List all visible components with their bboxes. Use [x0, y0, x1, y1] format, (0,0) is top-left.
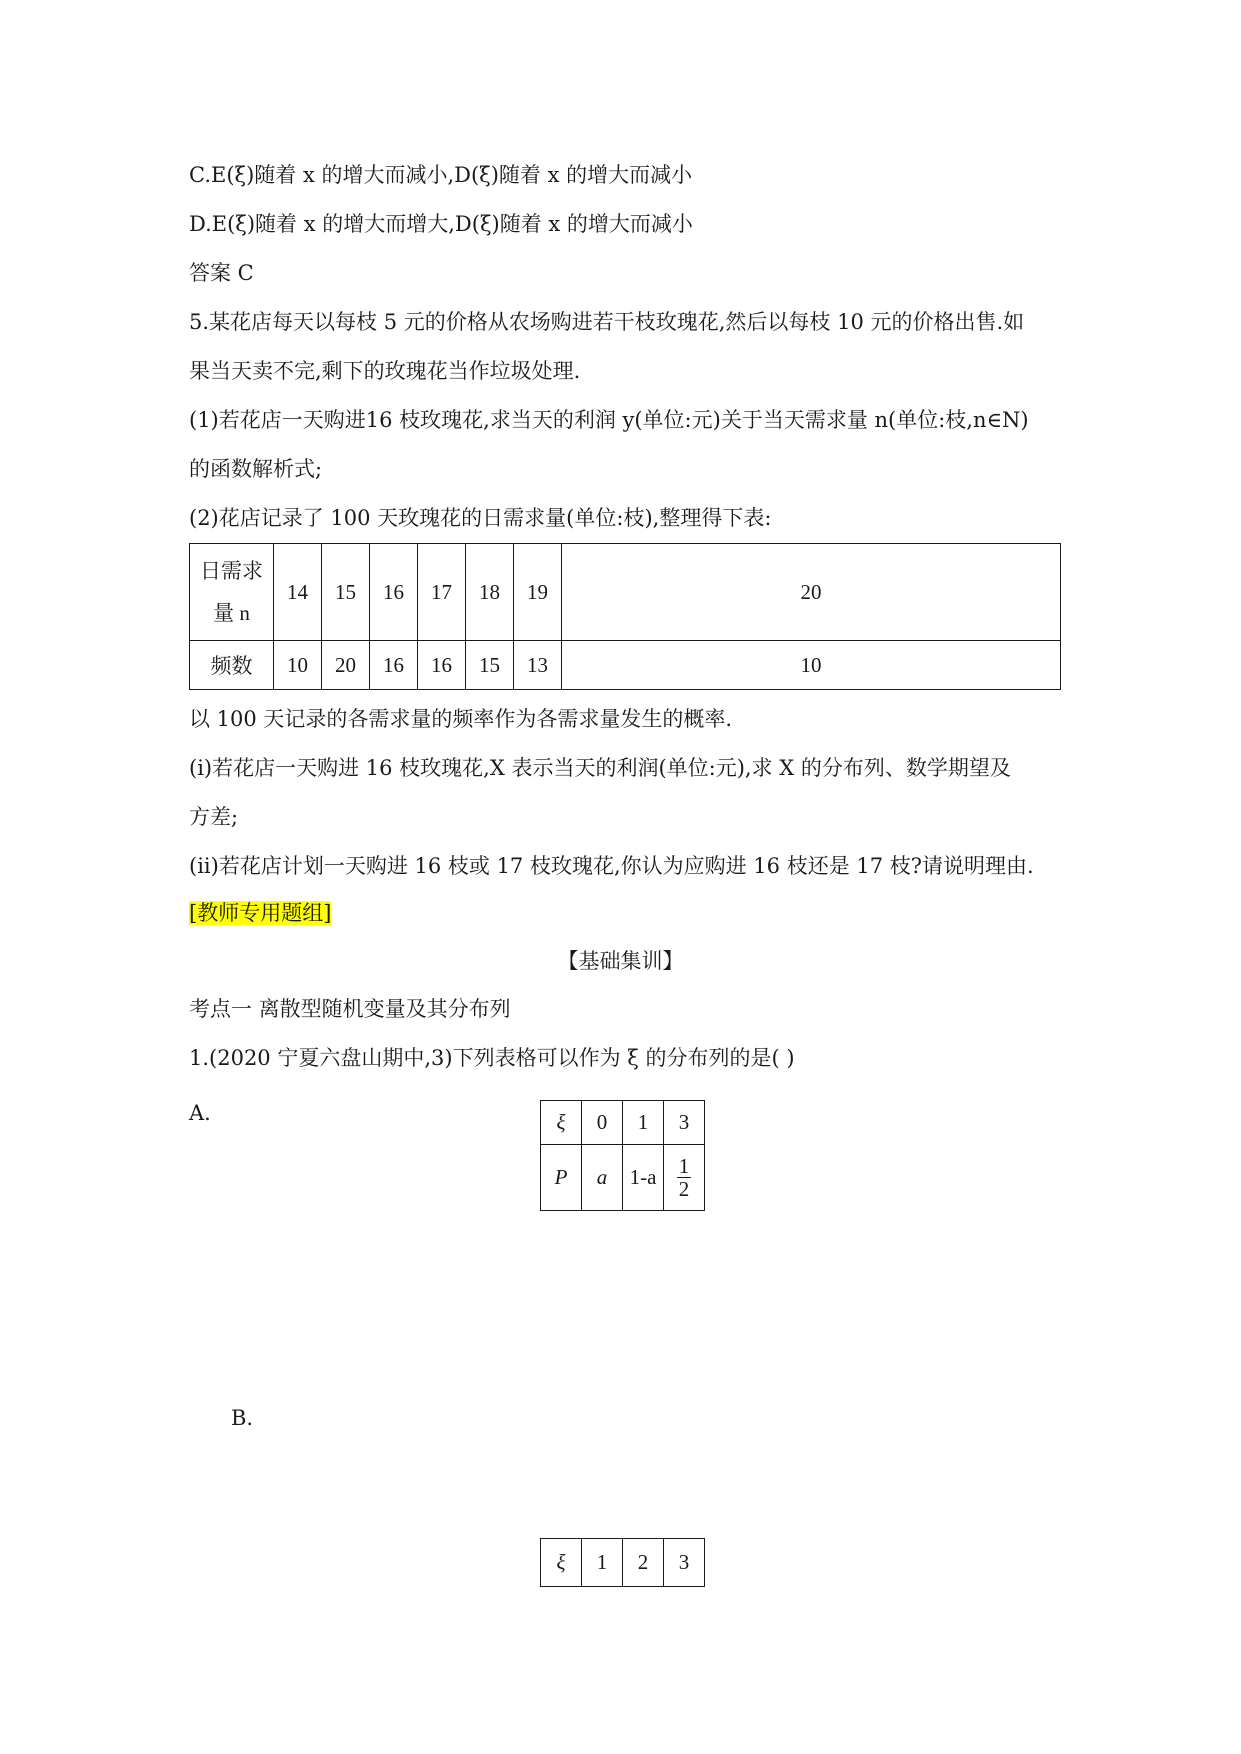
p-header: P	[541, 1145, 582, 1211]
freq-cell: 13	[514, 641, 562, 690]
demand-header-cell	[190, 544, 274, 641]
option-c: C.E(ξ)随着 x 的增大而减小,D(ξ)随着 x 的增大而减小	[189, 163, 693, 187]
xi-value: 2	[623, 1539, 664, 1587]
demand-cell: 20	[562, 544, 1061, 641]
question-5-part-ii: (ii)若花店计划一天购进 16 枝或 17 枝玫瑰花,你认为应购进 16 枝还是 17 枝?请说明理由.	[189, 854, 1034, 878]
demand-header-label-2: 量 n	[213, 601, 250, 625]
xi-value: 1	[582, 1539, 623, 1587]
demand-table	[189, 543, 1061, 690]
question-5-part-i-line-1: (i)若花店一天购进 16 枝玫瑰花,X 表示当天的利润(单位:元),求 X 的分布列、数学期望及	[189, 756, 1011, 780]
freq-cell: 15	[466, 641, 514, 690]
freq-cell: 16	[370, 641, 418, 690]
answer-line: 答案 C	[189, 261, 254, 285]
fraction-numerator: 1	[678, 1154, 690, 1178]
xi-value: 3	[664, 1539, 705, 1587]
demand-cell: 17	[418, 544, 466, 641]
p-value-fraction	[664, 1145, 705, 1211]
freq-cell: 10	[274, 641, 322, 690]
teacher-group-highlight: [教师专用题组]	[189, 901, 332, 925]
p-value: a	[582, 1145, 623, 1211]
question-5-part-2: (2)花店记录了 100 天玫瑰花的日需求量(单位:枝),整理得下表:	[189, 506, 772, 530]
demand-cell: 19	[514, 544, 562, 641]
fraction	[677, 1155, 692, 1200]
xi-value: 0	[582, 1101, 623, 1145]
table-option-a	[540, 1100, 705, 1211]
demand-cell: 14	[274, 544, 322, 641]
demand-cell: 15	[322, 544, 370, 641]
question-5-line-1: 5.某花店每天以每枝 5 元的价格从农场购进若干枝玫瑰花,然后以每枝 10 元的价格出售.如	[189, 310, 1025, 334]
question-1: 1.(2020 宁夏六盘山期中,3)下列表格可以作为 ξ 的分布列的是( )	[189, 1046, 795, 1070]
freq-cell: 16	[418, 641, 466, 690]
table-option-b	[540, 1538, 705, 1587]
question-5-part-i-line-2: 方差;	[189, 805, 239, 829]
teacher-group-label	[189, 898, 331, 928]
freq-cell: 20	[322, 641, 370, 690]
kaodian-heading: 考点一 离散型随机变量及其分布列	[189, 997, 511, 1021]
demand-header-label-1: 日需求	[200, 559, 263, 583]
question-5-part-1-line-1: (1)若花店一天购进16 枝玫瑰花,求当天的利润 y(单位:元)关于当天需求量 n(单位:枝,n∈N)	[189, 408, 1029, 432]
p-value: 1-a	[623, 1145, 664, 1211]
demand-cell: 18	[466, 544, 514, 641]
freq-header-cell: 频数	[190, 641, 274, 690]
xi-header: ξ	[541, 1539, 582, 1587]
option-a-label: A.	[189, 1101, 211, 1125]
freq-cell: 10	[562, 641, 1061, 690]
demand-cell: 16	[370, 544, 418, 641]
section-title: 【基础集训】	[557, 949, 684, 973]
question-5-part-1-line-2: 的函数解析式;	[189, 457, 323, 481]
xi-value: 1	[623, 1101, 664, 1145]
question-5-after-table: 以 100 天记录的各需求量的频率作为各需求量发生的概率.	[189, 707, 733, 731]
fraction-denominator: 2	[678, 1177, 690, 1201]
option-d: D.E(ξ)随着 x 的增大而增大,D(ξ)随着 x 的增大而减小	[189, 212, 693, 236]
question-5-line-2: 果当天卖不完,剩下的玫瑰花当作垃圾处理.	[189, 359, 581, 383]
xi-header: ξ	[541, 1101, 582, 1145]
option-b-label: B.	[231, 1406, 254, 1430]
xi-value: 3	[664, 1101, 705, 1145]
